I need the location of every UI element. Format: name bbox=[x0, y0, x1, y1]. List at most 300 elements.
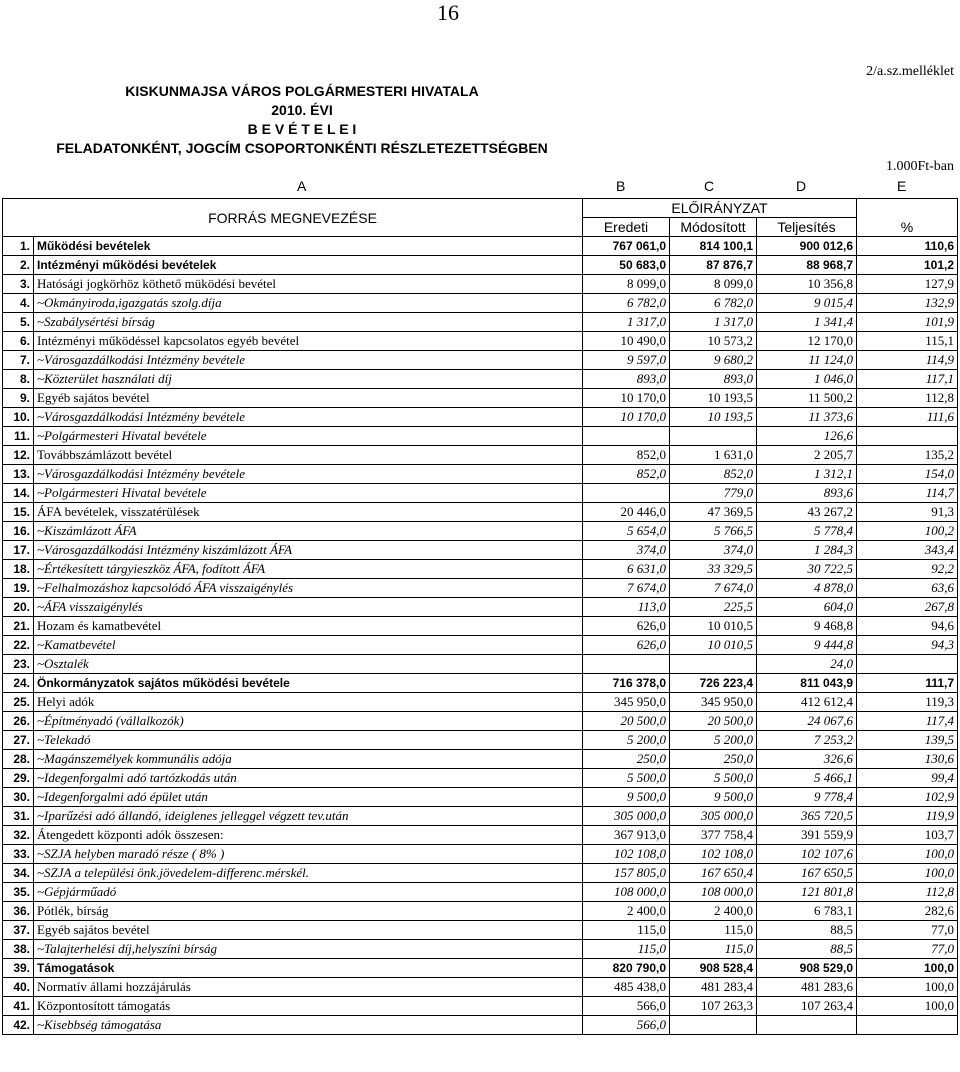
row-percent: 103,7 bbox=[857, 826, 958, 845]
row-label: ~Szabálysértési bírság bbox=[34, 313, 583, 332]
row-original: 20 500,0 bbox=[583, 712, 670, 731]
table-row bbox=[3, 427, 958, 446]
row-modified: 9 500,0 bbox=[670, 788, 757, 807]
row-original: 8 099,0 bbox=[583, 275, 670, 294]
row-original bbox=[583, 484, 670, 503]
row-label: Intézményi működéssel kapcsolatos egyéb bevétel bbox=[34, 332, 583, 351]
row-percent: 100,0 bbox=[857, 978, 958, 997]
table-row bbox=[3, 636, 958, 655]
row-performance: 88,5 bbox=[757, 921, 857, 940]
row-modified: 10 010,5 bbox=[670, 636, 757, 655]
header-appropriation: ELŐIRÁNYZAT bbox=[583, 199, 857, 218]
row-label: Hozam és kamatbevétel bbox=[34, 617, 583, 636]
row-modified: 10 010,5 bbox=[670, 617, 757, 636]
row-label: Központosított támogatás bbox=[34, 997, 583, 1016]
row-percent: 101,9 bbox=[857, 313, 958, 332]
row-original: 6 782,0 bbox=[583, 294, 670, 313]
row-performance: 43 267,2 bbox=[757, 503, 857, 522]
row-label: ~Városgazdálkodási Intézmény bevétele bbox=[34, 408, 583, 427]
table-row bbox=[3, 750, 958, 769]
row-performance: 412 612,4 bbox=[757, 693, 857, 712]
row-number: 24. bbox=[3, 674, 34, 693]
column-letters bbox=[0, 178, 960, 198]
row-performance: 11 373,6 bbox=[757, 408, 857, 427]
row-percent: 115,1 bbox=[857, 332, 958, 351]
row-percent: 100,0 bbox=[857, 959, 958, 978]
row-original: 10 170,0 bbox=[583, 389, 670, 408]
row-original: 626,0 bbox=[583, 636, 670, 655]
row-percent: 101,2 bbox=[857, 256, 958, 275]
row-original: 566,0 bbox=[583, 1016, 670, 1035]
row-modified: 6 782,0 bbox=[670, 294, 757, 313]
row-percent: 94,6 bbox=[857, 617, 958, 636]
row-modified: 481 283,4 bbox=[670, 978, 757, 997]
row-modified: 102 108,0 bbox=[670, 845, 757, 864]
table-row bbox=[3, 826, 958, 845]
row-percent: 100,2 bbox=[857, 522, 958, 541]
row-original: 113,0 bbox=[583, 598, 670, 617]
column-letter-d: D bbox=[796, 178, 807, 194]
row-modified: 908 528,4 bbox=[670, 959, 757, 978]
row-modified bbox=[670, 655, 757, 674]
row-label: ~Idegenforgalmi adó épület után bbox=[34, 788, 583, 807]
row-original bbox=[583, 427, 670, 446]
row-performance: 11 124,0 bbox=[757, 351, 857, 370]
row-number: 22. bbox=[3, 636, 34, 655]
row-label: Normatív állami hozzájárulás bbox=[34, 978, 583, 997]
row-original: 345 950,0 bbox=[583, 693, 670, 712]
row-performance: 88 968,7 bbox=[757, 256, 857, 275]
row-number: 8. bbox=[3, 370, 34, 389]
row-number: 15. bbox=[3, 503, 34, 522]
row-percent: 77,0 bbox=[857, 940, 958, 959]
row-original: 115,0 bbox=[583, 940, 670, 959]
row-performance: 5 466,1 bbox=[757, 769, 857, 788]
row-percent: 132,9 bbox=[857, 294, 958, 313]
row-label: Önkormányzatok sajátos működési bevétele bbox=[34, 674, 583, 693]
row-percent: 100,0 bbox=[857, 997, 958, 1016]
title-year: 2010. ÉVI bbox=[271, 102, 333, 118]
row-number: 36. bbox=[3, 902, 34, 921]
row-modified: 8 099,0 bbox=[670, 275, 757, 294]
table-row bbox=[3, 294, 958, 313]
row-original: 852,0 bbox=[583, 446, 670, 465]
row-label: Helyi adók bbox=[34, 693, 583, 712]
row-original bbox=[583, 655, 670, 674]
header-original: Eredeti bbox=[583, 218, 670, 237]
row-modified: 374,0 bbox=[670, 541, 757, 560]
row-original: 6 631,0 bbox=[583, 560, 670, 579]
row-label: ~Városgazdálkodási Intézmény bevétele bbox=[34, 465, 583, 484]
row-number: 9. bbox=[3, 389, 34, 408]
header-source: FORRÁS MEGNEVEZÉSE bbox=[3, 199, 583, 237]
row-number: 37. bbox=[3, 921, 34, 940]
row-label: ~Gépjárműadó bbox=[34, 883, 583, 902]
row-number: 38. bbox=[3, 940, 34, 959]
row-label: ~Iparűzési adó állandó, ideiglenes jelleggel végzett tev.után bbox=[34, 807, 583, 826]
row-modified bbox=[670, 427, 757, 446]
table-row bbox=[3, 370, 958, 389]
row-modified: 250,0 bbox=[670, 750, 757, 769]
row-original: 566,0 bbox=[583, 997, 670, 1016]
row-performance: 481 283,6 bbox=[757, 978, 857, 997]
row-original: 50 683,0 bbox=[583, 256, 670, 275]
row-number: 23. bbox=[3, 655, 34, 674]
row-modified: 108 000,0 bbox=[670, 883, 757, 902]
row-original: 10 170,0 bbox=[583, 408, 670, 427]
table-row bbox=[3, 579, 958, 598]
table-row bbox=[3, 237, 958, 256]
row-performance: 2 205,7 bbox=[757, 446, 857, 465]
row-modified: 305 000,0 bbox=[670, 807, 757, 826]
row-number: 35. bbox=[3, 883, 34, 902]
row-label: ÁFA bevételek, visszatérülések bbox=[34, 503, 583, 522]
row-number: 18. bbox=[3, 560, 34, 579]
row-number: 21. bbox=[3, 617, 34, 636]
row-percent: 117,4 bbox=[857, 712, 958, 731]
row-label: Továbbszámlázott bevétel bbox=[34, 446, 583, 465]
row-label: ~Kamatbevétel bbox=[34, 636, 583, 655]
row-number: 25. bbox=[3, 693, 34, 712]
row-performance: 9 468,8 bbox=[757, 617, 857, 636]
unit-label: 1.000Ft-ban bbox=[885, 159, 954, 174]
row-performance: 7 253,2 bbox=[757, 731, 857, 750]
row-modified: 726 223,4 bbox=[670, 674, 757, 693]
table-row bbox=[3, 845, 958, 864]
row-percent: 110,6 bbox=[857, 237, 958, 256]
row-percent bbox=[857, 1016, 958, 1035]
row-label: ~Városgazdálkodási Intézmény kiszámlázott ÁFA bbox=[34, 541, 583, 560]
column-letter-e: E bbox=[897, 178, 907, 194]
row-number: 33. bbox=[3, 845, 34, 864]
row-number: 13. bbox=[3, 465, 34, 484]
row-percent: 135,2 bbox=[857, 446, 958, 465]
row-label: ~Kiszámlázott ÁFA bbox=[34, 522, 583, 541]
row-original: 9 500,0 bbox=[583, 788, 670, 807]
row-percent: 343,4 bbox=[857, 541, 958, 560]
row-number: 12. bbox=[3, 446, 34, 465]
row-percent: 154,0 bbox=[857, 465, 958, 484]
header-performance: Teljesítés bbox=[757, 218, 857, 237]
row-original: 5 500,0 bbox=[583, 769, 670, 788]
row-original: 7 674,0 bbox=[583, 579, 670, 598]
row-percent: 114,7 bbox=[857, 484, 958, 503]
annex-label: 2/a.sz.melléklet bbox=[866, 64, 954, 79]
row-original: 9 597,0 bbox=[583, 351, 670, 370]
row-number: 26. bbox=[3, 712, 34, 731]
row-performance: 604,0 bbox=[757, 598, 857, 617]
row-number: 34. bbox=[3, 864, 34, 883]
row-performance: 12 170,0 bbox=[757, 332, 857, 351]
row-label: ~SZJA helyben maradó része ( 8% ) bbox=[34, 845, 583, 864]
row-performance: 6 783,1 bbox=[757, 902, 857, 921]
row-number: 41. bbox=[3, 997, 34, 1016]
row-label: ~Felhalmozáshoz kapcsolódó ÁFA visszaigénylés bbox=[34, 579, 583, 598]
header-modified: Módosított bbox=[670, 218, 757, 237]
title-revenues: B E V É T E L E I bbox=[247, 121, 357, 137]
row-performance: 1 341,4 bbox=[757, 313, 857, 332]
row-performance: 24 067,6 bbox=[757, 712, 857, 731]
row-modified: 893,0 bbox=[670, 370, 757, 389]
table-row bbox=[3, 465, 958, 484]
header-percent: % bbox=[857, 218, 958, 237]
table-row bbox=[3, 674, 958, 693]
row-number: 31. bbox=[3, 807, 34, 826]
row-performance: 893,6 bbox=[757, 484, 857, 503]
row-original: 305 000,0 bbox=[583, 807, 670, 826]
row-label: ~Osztalék bbox=[34, 655, 583, 674]
column-letter-b: B bbox=[616, 178, 626, 194]
row-modified: 115,0 bbox=[670, 940, 757, 959]
row-original: 626,0 bbox=[583, 617, 670, 636]
row-percent: 114,9 bbox=[857, 351, 958, 370]
row-performance: 30 722,5 bbox=[757, 560, 857, 579]
row-percent: 100,0 bbox=[857, 864, 958, 883]
table-row bbox=[3, 446, 958, 465]
row-modified: 1 631,0 bbox=[670, 446, 757, 465]
row-performance: 11 500,2 bbox=[757, 389, 857, 408]
table-row bbox=[3, 788, 958, 807]
row-number: 42. bbox=[3, 1016, 34, 1035]
row-modified: 87 876,7 bbox=[670, 256, 757, 275]
row-number: 29. bbox=[3, 769, 34, 788]
table-row bbox=[3, 655, 958, 674]
row-number: 10. bbox=[3, 408, 34, 427]
row-label: ~Közterület használati díj bbox=[34, 370, 583, 389]
row-modified: 377 758,4 bbox=[670, 826, 757, 845]
row-performance: 9 444,8 bbox=[757, 636, 857, 655]
row-modified: 10 193,5 bbox=[670, 408, 757, 427]
table-row bbox=[3, 598, 958, 617]
row-original: 108 000,0 bbox=[583, 883, 670, 902]
row-modified bbox=[670, 1016, 757, 1035]
row-modified: 1 317,0 bbox=[670, 313, 757, 332]
row-performance: 1 312,1 bbox=[757, 465, 857, 484]
row-modified: 2 400,0 bbox=[670, 902, 757, 921]
row-performance: 9 015,4 bbox=[757, 294, 857, 313]
row-percent bbox=[857, 655, 958, 674]
row-percent: 112,8 bbox=[857, 883, 958, 902]
row-performance: 4 878,0 bbox=[757, 579, 857, 598]
table-row bbox=[3, 541, 958, 560]
table-row bbox=[3, 807, 958, 826]
row-percent: 91,3 bbox=[857, 503, 958, 522]
row-label: ~Polgármesteri Hivatal bevétele bbox=[34, 427, 583, 446]
title-institution: KISKUNMAJSA VÁROS POLGÁRMESTERI HIVATALA bbox=[125, 83, 479, 99]
row-performance bbox=[757, 1016, 857, 1035]
row-original: 374,0 bbox=[583, 541, 670, 560]
row-label: Támogatások bbox=[34, 959, 583, 978]
table-row bbox=[3, 256, 958, 275]
row-number: 27. bbox=[3, 731, 34, 750]
row-original: 716 378,0 bbox=[583, 674, 670, 693]
row-original: 115,0 bbox=[583, 921, 670, 940]
row-percent: 127,9 bbox=[857, 275, 958, 294]
row-label: ~Építményadó (vállalkozók) bbox=[34, 712, 583, 731]
table-row bbox=[3, 978, 958, 997]
row-number: 14. bbox=[3, 484, 34, 503]
row-performance: 102 107,6 bbox=[757, 845, 857, 864]
title-detail: FELADATONKÉNT, JOGCÍM CSOPORTONKÉNTI RÉSZLETEZETTSÉGBEN bbox=[56, 140, 548, 156]
row-modified: 5 200,0 bbox=[670, 731, 757, 750]
row-label: ~Talajterhelési díj,helyszíni bírság bbox=[34, 940, 583, 959]
row-number: 5. bbox=[3, 313, 34, 332]
row-performance: 126,6 bbox=[757, 427, 857, 446]
row-performance: 88,5 bbox=[757, 940, 857, 959]
row-percent: 130,6 bbox=[857, 750, 958, 769]
row-original: 767 061,0 bbox=[583, 237, 670, 256]
row-performance: 107 263,4 bbox=[757, 997, 857, 1016]
row-original: 10 490,0 bbox=[583, 332, 670, 351]
table-row bbox=[3, 484, 958, 503]
row-percent: 139,5 bbox=[857, 731, 958, 750]
table-row bbox=[3, 864, 958, 883]
table-row bbox=[3, 940, 958, 959]
row-modified: 167 650,4 bbox=[670, 864, 757, 883]
row-percent: 100,0 bbox=[857, 845, 958, 864]
row-performance: 1 046,0 bbox=[757, 370, 857, 389]
row-modified: 47 369,5 bbox=[670, 503, 757, 522]
table-row bbox=[3, 921, 958, 940]
row-modified: 7 674,0 bbox=[670, 579, 757, 598]
row-modified: 5 766,5 bbox=[670, 522, 757, 541]
table-row bbox=[3, 693, 958, 712]
row-modified: 10 573,2 bbox=[670, 332, 757, 351]
row-percent: 111,7 bbox=[857, 674, 958, 693]
row-label: Hatósági jogkörhöz köthető müködési bevétel bbox=[34, 275, 583, 294]
header-empty bbox=[857, 199, 958, 218]
row-number: 16. bbox=[3, 522, 34, 541]
row-performance: 9 778,4 bbox=[757, 788, 857, 807]
row-percent: 94,3 bbox=[857, 636, 958, 655]
row-original: 250,0 bbox=[583, 750, 670, 769]
row-original: 5 200,0 bbox=[583, 731, 670, 750]
row-performance: 811 043,9 bbox=[757, 674, 857, 693]
row-label: Működési bevételek bbox=[34, 237, 583, 256]
table-row bbox=[3, 769, 958, 788]
row-performance: 24,0 bbox=[757, 655, 857, 674]
row-modified: 10 193,5 bbox=[670, 389, 757, 408]
row-modified: 20 500,0 bbox=[670, 712, 757, 731]
row-performance: 900 012,6 bbox=[757, 237, 857, 256]
row-performance: 326,6 bbox=[757, 750, 857, 769]
page-number: 16 bbox=[437, 0, 459, 25]
column-letter-c: C bbox=[704, 178, 715, 194]
row-label: ~Idegenforgalmi adó tartózkodás után bbox=[34, 769, 583, 788]
row-performance: 167 650,5 bbox=[757, 864, 857, 883]
row-performance: 908 529,0 bbox=[757, 959, 857, 978]
row-performance: 391 559,9 bbox=[757, 826, 857, 845]
row-modified: 33 329,5 bbox=[670, 560, 757, 579]
row-performance: 365 720,5 bbox=[757, 807, 857, 826]
row-original: 367 913,0 bbox=[583, 826, 670, 845]
table-row bbox=[3, 883, 958, 902]
row-modified: 115,0 bbox=[670, 921, 757, 940]
row-percent: 267,8 bbox=[857, 598, 958, 617]
row-percent: 117,1 bbox=[857, 370, 958, 389]
row-original: 157 805,0 bbox=[583, 864, 670, 883]
row-label: ~ÁFA visszaigénylés bbox=[34, 598, 583, 617]
row-original: 485 438,0 bbox=[583, 978, 670, 997]
table-row bbox=[3, 1016, 958, 1035]
row-label: ~Városgazdálkodási Intézmény bevétele bbox=[34, 351, 583, 370]
row-number: 7. bbox=[3, 351, 34, 370]
row-original: 20 446,0 bbox=[583, 503, 670, 522]
row-percent: 77,0 bbox=[857, 921, 958, 940]
row-number: 40. bbox=[3, 978, 34, 997]
row-modified: 779,0 bbox=[670, 484, 757, 503]
table-row bbox=[3, 731, 958, 750]
row-label: Egyéb sajátos bevétel bbox=[34, 921, 583, 940]
row-modified: 9 680,2 bbox=[670, 351, 757, 370]
row-label: ~Értékesített tárgyieszköz ÁFA, fodított ÁFA bbox=[34, 560, 583, 579]
row-number: 19. bbox=[3, 579, 34, 598]
row-modified: 345 950,0 bbox=[670, 693, 757, 712]
column-letter-a: A bbox=[297, 178, 307, 194]
table-row bbox=[3, 275, 958, 294]
table-row bbox=[3, 408, 958, 427]
row-number: 4. bbox=[3, 294, 34, 313]
table-row bbox=[3, 351, 958, 370]
row-label: ~Telekadó bbox=[34, 731, 583, 750]
row-original: 820 790,0 bbox=[583, 959, 670, 978]
table-row bbox=[3, 959, 958, 978]
row-label: Pótlék, bírság bbox=[34, 902, 583, 921]
row-original: 852,0 bbox=[583, 465, 670, 484]
row-label: ~Magánszemélyek kommunális adója bbox=[34, 750, 583, 769]
row-original: 2 400,0 bbox=[583, 902, 670, 921]
row-percent: 119,3 bbox=[857, 693, 958, 712]
row-percent: 111,6 bbox=[857, 408, 958, 427]
row-number: 2. bbox=[3, 256, 34, 275]
row-number: 39. bbox=[3, 959, 34, 978]
row-original: 102 108,0 bbox=[583, 845, 670, 864]
row-modified: 225,5 bbox=[670, 598, 757, 617]
row-number: 32. bbox=[3, 826, 34, 845]
table-row bbox=[3, 332, 958, 351]
row-label: Egyéb sajátos bevétel bbox=[34, 389, 583, 408]
row-percent: 119,9 bbox=[857, 807, 958, 826]
row-number: 28. bbox=[3, 750, 34, 769]
row-label: ~Polgármesteri Hivatal bevétele bbox=[34, 484, 583, 503]
table-row bbox=[3, 997, 958, 1016]
table-row bbox=[3, 712, 958, 731]
row-performance: 121 801,8 bbox=[757, 883, 857, 902]
row-performance: 10 356,8 bbox=[757, 275, 857, 294]
table-row bbox=[3, 560, 958, 579]
row-percent: 99,4 bbox=[857, 769, 958, 788]
table-row bbox=[3, 617, 958, 636]
row-percent: 112,8 bbox=[857, 389, 958, 408]
row-percent bbox=[857, 427, 958, 446]
table-row bbox=[3, 389, 958, 408]
table-row bbox=[3, 503, 958, 522]
table-row bbox=[3, 902, 958, 921]
row-label: ~SZJA a települési önk.jövedelem-differenc.mérskél. bbox=[34, 864, 583, 883]
row-number: 20. bbox=[3, 598, 34, 617]
table-row bbox=[3, 313, 958, 332]
row-percent: 282,6 bbox=[857, 902, 958, 921]
row-number: 30. bbox=[3, 788, 34, 807]
row-original: 5 654,0 bbox=[583, 522, 670, 541]
row-performance: 1 284,3 bbox=[757, 541, 857, 560]
row-number: 3. bbox=[3, 275, 34, 294]
row-percent: 63,6 bbox=[857, 579, 958, 598]
row-number: 6. bbox=[3, 332, 34, 351]
row-label: Intézményi működési bevételek bbox=[34, 256, 583, 275]
row-label: ~Kisebbség támogatása bbox=[34, 1016, 583, 1035]
row-number: 1. bbox=[3, 237, 34, 256]
